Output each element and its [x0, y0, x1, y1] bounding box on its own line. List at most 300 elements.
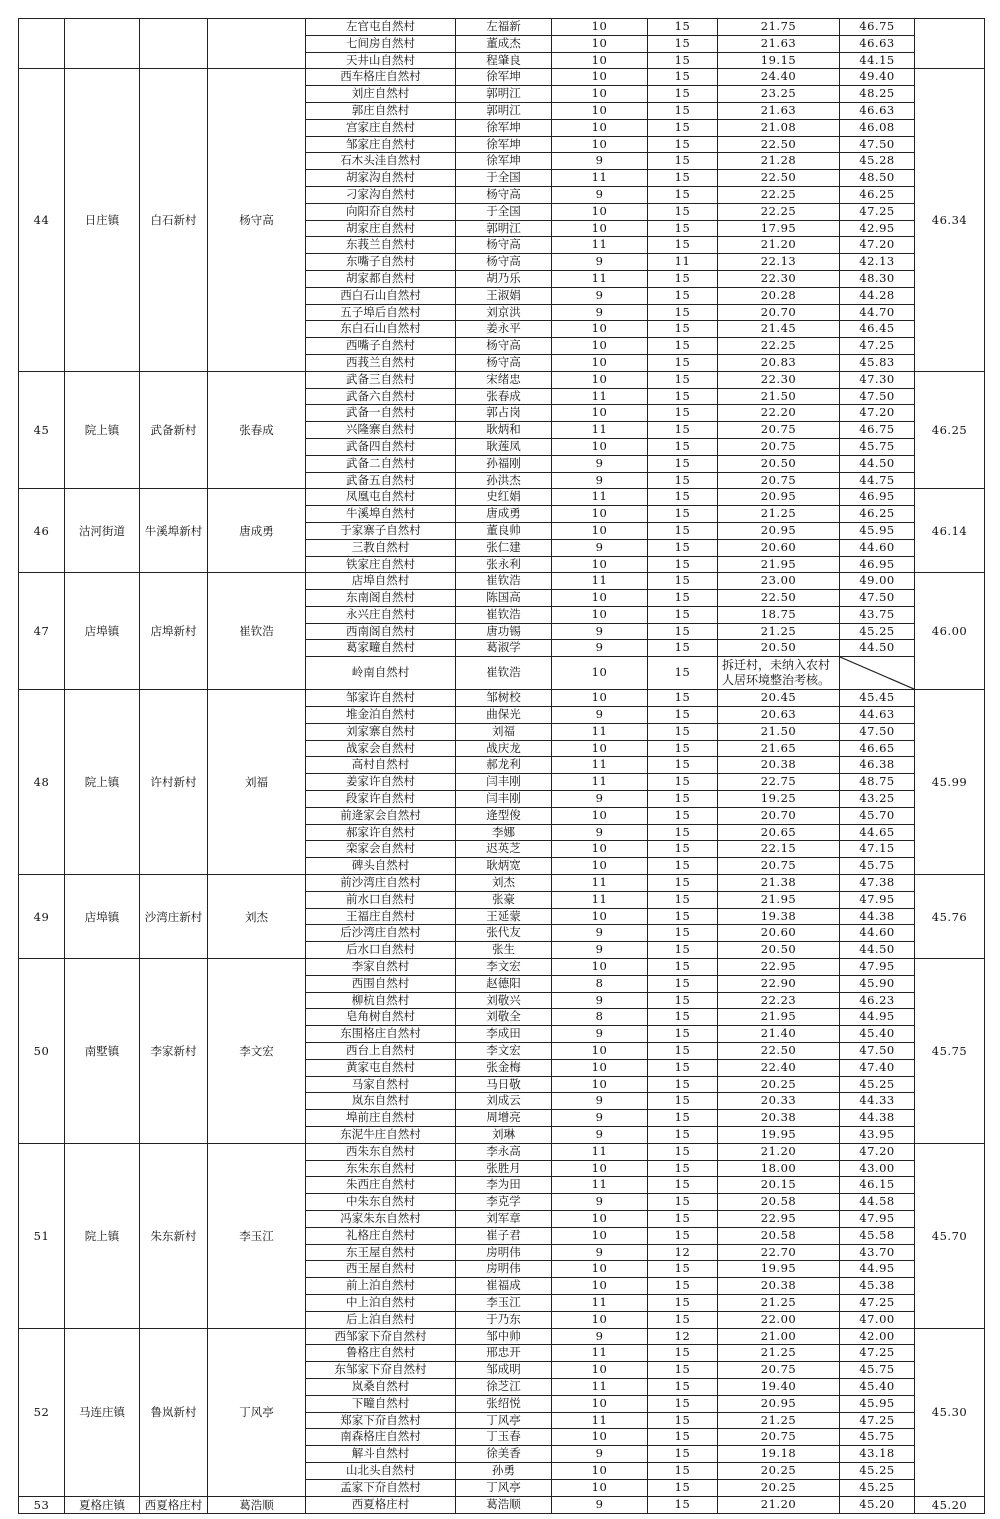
responsible-person-cell: 陈国高: [456, 590, 552, 607]
score-a-cell: 11: [552, 388, 648, 405]
score-c-cell: 20.25: [718, 1479, 840, 1496]
responsible-person-cell: 李文宏: [456, 959, 552, 976]
score-b-cell: 15: [648, 354, 718, 371]
score-a-cell: 10: [552, 740, 648, 757]
natural-village-cell: 东围格庄自然村: [306, 1026, 456, 1043]
score-a-cell: 9: [552, 254, 648, 271]
score-b-cell: 15: [648, 1479, 718, 1496]
average-score-cell: 46.14: [915, 489, 985, 573]
score-a-cell: 10: [552, 119, 648, 136]
score-a-cell: 9: [552, 925, 648, 942]
score-b-cell: 15: [648, 1412, 718, 1429]
score-c-cell: 20.38: [718, 1278, 840, 1295]
score-a-cell: 9: [552, 1244, 648, 1261]
score-c-cell: 22.40: [718, 1059, 840, 1076]
score-c-cell: 19.25: [718, 791, 840, 808]
score-d-cell: 48.30: [840, 270, 915, 287]
score-a-cell: 10: [552, 1362, 648, 1379]
score-b-cell: 15: [648, 1127, 718, 1144]
responsible-person-cell: 张胜月: [456, 1160, 552, 1177]
natural-village-cell: 西嘴子自然村: [306, 338, 456, 355]
row-number-cell: 50: [19, 959, 65, 1144]
score-sheet-page: [18, 18, 984, 1514]
town-cell: 夏格庄镇: [65, 1496, 140, 1513]
responsible-person-cell: 杨守高: [456, 237, 552, 254]
score-c-cell: 20.75: [718, 472, 840, 489]
natural-village-cell: 姜家许自然村: [306, 774, 456, 791]
score-c-cell: 19.18: [718, 1446, 840, 1463]
score-a-cell: 11: [552, 270, 648, 287]
natural-village-cell: 柳杭自然村: [306, 992, 456, 1009]
score-b-cell: 15: [648, 472, 718, 489]
secretary-cell: 葛浩顺: [208, 1496, 306, 1513]
score-d-cell: 45.25: [840, 623, 915, 640]
score-d-cell: 44.60: [840, 539, 915, 556]
natural-village-cell: 郑家下夼自然村: [306, 1412, 456, 1429]
town-cell: 南墅镇: [65, 959, 140, 1144]
responsible-person-cell: 张绍悦: [456, 1395, 552, 1412]
score-b-cell: 15: [648, 891, 718, 908]
score-a-cell: 9: [552, 1093, 648, 1110]
score-d-cell: 46.95: [840, 556, 915, 573]
responsible-person-cell: 郭明江: [456, 102, 552, 119]
score-d-cell: 46.15: [840, 1177, 915, 1194]
score-b-cell: 15: [648, 270, 718, 287]
score-d-cell: 44.15: [840, 52, 915, 69]
admin-village-cell: 牛溪埠新村: [140, 489, 208, 573]
score-c-cell: 20.45: [718, 690, 840, 707]
responsible-person-cell: 于全国: [456, 170, 552, 187]
natural-village-cell: 岚桑自然村: [306, 1378, 456, 1395]
score-a-cell: 8: [552, 975, 648, 992]
score-d-cell: 45.38: [840, 1278, 915, 1295]
secretary-cell: 杨守高: [208, 69, 306, 371]
score-c-cell: 21.25: [718, 1294, 840, 1311]
score-c-cell: 21.63: [718, 102, 840, 119]
score-d-cell: 42.95: [840, 220, 915, 237]
responsible-person-cell: 郝龙利: [456, 757, 552, 774]
score-a-cell: 9: [552, 539, 648, 556]
score-a-cell: 9: [552, 623, 648, 640]
score-a-cell: 11: [552, 757, 648, 774]
score-d-cell: 45.95: [840, 522, 915, 539]
score-c-cell: 21.28: [718, 153, 840, 170]
secretary-cell: 刘福: [208, 690, 306, 875]
town-cell: 店埠镇: [65, 573, 140, 690]
town-cell: 马连庄镇: [65, 1328, 140, 1496]
note-cell: 拆迁村，未纳入农村人居环境整治考核。: [718, 657, 840, 690]
score-d-cell: 47.95: [840, 959, 915, 976]
score-b-cell: 15: [648, 405, 718, 422]
score-b-cell: 12: [648, 1244, 718, 1261]
score-a-cell: 10: [552, 807, 648, 824]
natural-village-cell: 东白石山自然村: [306, 321, 456, 338]
score-d-cell: 47.95: [840, 891, 915, 908]
natural-village-cell: 七间房自然村: [306, 35, 456, 52]
responsible-person-cell: 李文宏: [456, 1043, 552, 1060]
score-d-cell: 49.00: [840, 573, 915, 590]
natural-village-cell: 后沙湾庄自然村: [306, 925, 456, 942]
natural-village-cell: 栾家会自然村: [306, 841, 456, 858]
score-c-cell: 20.95: [718, 522, 840, 539]
score-c-cell: 20.28: [718, 287, 840, 304]
score-a-cell: 10: [552, 19, 648, 36]
score-c-cell: 23.00: [718, 573, 840, 590]
score-c-cell: 20.75: [718, 422, 840, 439]
town-cell: 店埠镇: [65, 875, 140, 959]
score-a-cell: 10: [552, 556, 648, 573]
responsible-person-cell: 闫丰刚: [456, 774, 552, 791]
score-c-cell: 20.95: [718, 489, 840, 506]
score-b-cell: 15: [648, 1278, 718, 1295]
score-d-cell: 47.25: [840, 1345, 915, 1362]
score-d-cell: 44.95: [840, 1009, 915, 1026]
score-d-cell: 44.65: [840, 824, 915, 841]
responsible-person-cell: 胡乃乐: [456, 270, 552, 287]
score-a-cell: 10: [552, 220, 648, 237]
admin-village-cell: 西夏格庄村: [140, 1496, 208, 1513]
responsible-person-cell: 孙勇: [456, 1462, 552, 1479]
town-cell: 沽河街道: [65, 489, 140, 573]
score-b-cell: 15: [648, 1345, 718, 1362]
score-b-cell: 15: [648, 925, 718, 942]
responsible-person-cell: 周增亮: [456, 1110, 552, 1127]
score-b-cell: 15: [648, 992, 718, 1009]
average-score-cell: 45.99: [915, 690, 985, 875]
score-a-cell: 10: [552, 1059, 648, 1076]
natural-village-cell: 西王屋自然村: [306, 1261, 456, 1278]
admin-village-cell: [140, 19, 208, 69]
responsible-person-cell: 刘京洪: [456, 304, 552, 321]
score-d-cell: 47.25: [840, 1294, 915, 1311]
responsible-person-cell: 张永利: [456, 556, 552, 573]
secretary-cell: [208, 19, 306, 69]
natural-village-cell: 下疃自然村: [306, 1395, 456, 1412]
score-b-cell: 15: [648, 388, 718, 405]
score-b-cell: 15: [648, 623, 718, 640]
table-row: [19, 371, 985, 388]
score-a-cell: 9: [552, 707, 648, 724]
score-a-cell: 10: [552, 606, 648, 623]
score-a-cell: 10: [552, 1210, 648, 1227]
admin-village-cell: 白石新村: [140, 69, 208, 371]
score-a-cell: 11: [552, 573, 648, 590]
score-b-cell: 15: [648, 1194, 718, 1211]
responsible-person-cell: 左福新: [456, 19, 552, 36]
score-d-cell: 44.50: [840, 640, 915, 657]
average-score-cell: 45.76: [915, 875, 985, 959]
score-d-cell: 47.30: [840, 371, 915, 388]
responsible-person-cell: 耿炳宽: [456, 858, 552, 875]
score-b-cell: 15: [648, 321, 718, 338]
score-c-cell: 21.00: [718, 1328, 840, 1345]
natural-village-cell: 冯家朱东自然村: [306, 1210, 456, 1227]
score-a-cell: 9: [552, 1194, 648, 1211]
natural-village-cell: 宫家庄自然村: [306, 119, 456, 136]
natural-village-cell: 东朱东自然村: [306, 1160, 456, 1177]
admin-village-cell: 武备新村: [140, 371, 208, 489]
responsible-person-cell: 邹树校: [456, 690, 552, 707]
average-score-cell: 46.00: [915, 573, 985, 690]
score-a-cell: 10: [552, 35, 648, 52]
responsible-person-cell: 郭占岗: [456, 405, 552, 422]
natural-village-cell: 东泥牛庄自然村: [306, 1127, 456, 1144]
natural-village-cell: 解斗自然村: [306, 1446, 456, 1463]
secretary-cell: 唐成勇: [208, 489, 306, 573]
responsible-person-cell: 张仁建: [456, 539, 552, 556]
score-d-cell: 48.75: [840, 774, 915, 791]
natural-village-cell: 凤凰屯自然村: [306, 489, 456, 506]
natural-village-cell: 于家寨子自然村: [306, 522, 456, 539]
score-b-cell: 15: [648, 1395, 718, 1412]
score-d-cell: 47.50: [840, 590, 915, 607]
score-d-cell: 47.50: [840, 723, 915, 740]
natural-village-cell: 店埠自然村: [306, 573, 456, 590]
natural-village-cell: 前上泊自然村: [306, 1278, 456, 1295]
score-c-cell: 22.25: [718, 203, 840, 220]
secretary-cell: 崔钦浩: [208, 573, 306, 690]
town-cell: 院上镇: [65, 371, 140, 489]
score-d-cell: 45.83: [840, 354, 915, 371]
score-c-cell: 18.00: [718, 1160, 840, 1177]
score-a-cell: 10: [552, 438, 648, 455]
score-c-cell: 21.40: [718, 1026, 840, 1043]
score-c-cell: 22.30: [718, 270, 840, 287]
score-a-cell: 10: [552, 959, 648, 976]
table-row: [19, 573, 985, 590]
score-a-cell: 9: [552, 791, 648, 808]
score-d-cell: 46.25: [840, 186, 915, 203]
natural-village-cell: 刁家沟自然村: [306, 186, 456, 203]
responsible-person-cell: 姜永平: [456, 321, 552, 338]
score-c-cell: 19.15: [718, 52, 840, 69]
score-d-cell: 45.40: [840, 1026, 915, 1043]
score-d-cell: 43.75: [840, 606, 915, 623]
score-d-cell: 45.25: [840, 1479, 915, 1496]
score-d-cell: 45.25: [840, 1076, 915, 1093]
admin-village-cell: 朱东新村: [140, 1143, 208, 1328]
score-b-cell: 15: [648, 136, 718, 153]
score-c-cell: 20.75: [718, 1362, 840, 1379]
responsible-person-cell: 葛淑学: [456, 640, 552, 657]
score-a-cell: 11: [552, 723, 648, 740]
responsible-person-cell: 张金梅: [456, 1059, 552, 1076]
score-a-cell: 9: [552, 153, 648, 170]
responsible-person-cell: 郭明江: [456, 220, 552, 237]
responsible-person-cell: 房明伟: [456, 1244, 552, 1261]
natural-village-cell: 武备五自然村: [306, 472, 456, 489]
responsible-person-cell: 李玉江: [456, 1294, 552, 1311]
natural-village-cell: 胡家沟自然村: [306, 170, 456, 187]
natural-village-cell: 胡家庄自然村: [306, 220, 456, 237]
score-b-cell: 15: [648, 539, 718, 556]
natural-village-cell: 前逄家会自然村: [306, 807, 456, 824]
score-b-cell: 15: [648, 203, 718, 220]
score-c-cell: 20.58: [718, 1227, 840, 1244]
score-d-cell: 43.18: [840, 1446, 915, 1463]
responsible-person-cell: 杨守高: [456, 254, 552, 271]
score-a-cell: 10: [552, 1076, 648, 1093]
natural-village-cell: 西围自然村: [306, 975, 456, 992]
secretary-cell: 刘杰: [208, 875, 306, 959]
score-d-cell: 46.63: [840, 102, 915, 119]
score-a-cell: 9: [552, 640, 648, 657]
score-d-cell: 49.40: [840, 69, 915, 86]
score-d-cell: 45.75: [840, 858, 915, 875]
score-a-cell: 11: [552, 237, 648, 254]
score-b-cell: 15: [648, 1110, 718, 1127]
responsible-person-cell: 刘成云: [456, 1093, 552, 1110]
score-c-cell: 19.95: [718, 1261, 840, 1278]
score-b-cell: 15: [648, 455, 718, 472]
score-a-cell: 9: [552, 1127, 648, 1144]
score-c-cell: 21.20: [718, 1143, 840, 1160]
table-row: [19, 1143, 985, 1160]
score-c-cell: 20.15: [718, 1177, 840, 1194]
responsible-person-cell: 曲保光: [456, 707, 552, 724]
score-c-cell: 22.95: [718, 1210, 840, 1227]
score-d-cell: 44.95: [840, 1261, 915, 1278]
average-score-cell: 46.25: [915, 371, 985, 489]
score-b-cell: 15: [648, 1496, 718, 1513]
score-c-cell: 20.75: [718, 438, 840, 455]
natural-village-cell: 战家会自然村: [306, 740, 456, 757]
score-d-cell: 45.75: [840, 438, 915, 455]
score-d-cell: 45.58: [840, 1227, 915, 1244]
score-a-cell: 11: [552, 1345, 648, 1362]
score-d-cell: 48.25: [840, 86, 915, 103]
score-c-cell: 19.95: [718, 1127, 840, 1144]
score-a-cell: 9: [552, 992, 648, 1009]
score-a-cell: 10: [552, 1479, 648, 1496]
natural-village-cell: 西莪兰自然村: [306, 354, 456, 371]
score-c-cell: 20.70: [718, 304, 840, 321]
natural-village-cell: 中朱东自然村: [306, 1194, 456, 1211]
score-d-cell: 47.40: [840, 1059, 915, 1076]
natural-village-cell: 王福庄自然村: [306, 908, 456, 925]
score-a-cell: 11: [552, 489, 648, 506]
score-a-cell: 10: [552, 86, 648, 103]
score-d-cell: 45.90: [840, 975, 915, 992]
table-row: [19, 1328, 985, 1345]
natural-village-cell: 胡家都自然村: [306, 270, 456, 287]
score-a-cell: 10: [552, 1160, 648, 1177]
score-c-cell: 21.25: [718, 1412, 840, 1429]
score-a-cell: 10: [552, 52, 648, 69]
score-a-cell: 9: [552, 472, 648, 489]
responsible-person-cell: 崔钦浩: [456, 573, 552, 590]
diagonal-line-icon: [840, 657, 914, 689]
score-b-cell: 15: [648, 1362, 718, 1379]
responsible-person-cell: 史红娟: [456, 489, 552, 506]
score-b-cell: 15: [648, 959, 718, 976]
natural-village-cell: 马家自然村: [306, 1076, 456, 1093]
score-a-cell: 9: [552, 1328, 648, 1345]
score-b-cell: 15: [648, 1026, 718, 1043]
average-score-cell: 45.30: [915, 1328, 985, 1496]
responsible-person-cell: 李成田: [456, 1026, 552, 1043]
town-cell: 院上镇: [65, 1143, 140, 1328]
score-d-cell: 47.50: [840, 136, 915, 153]
score-c-cell: 20.60: [718, 539, 840, 556]
town-cell: 院上镇: [65, 690, 140, 875]
score-b-cell: 15: [648, 153, 718, 170]
score-d-cell: 45.75: [840, 1429, 915, 1446]
responsible-person-cell: 徐军坤: [456, 69, 552, 86]
natural-village-cell: 兴隆寨自然村: [306, 422, 456, 439]
natural-village-cell: 武备一自然村: [306, 405, 456, 422]
natural-village-cell: 后水口自然村: [306, 942, 456, 959]
score-c-cell: 22.13: [718, 254, 840, 271]
score-c-cell: 22.50: [718, 1043, 840, 1060]
score-d-cell: 44.63: [840, 707, 915, 724]
score-b-cell: 15: [648, 119, 718, 136]
natural-village-cell: 段家许自然村: [306, 791, 456, 808]
score-b-cell: 15: [648, 1378, 718, 1395]
score-d-cell: 47.25: [840, 1412, 915, 1429]
responsible-person-cell: 葛浩顺: [456, 1496, 552, 1513]
score-a-cell: 10: [552, 841, 648, 858]
score-b-cell: 15: [648, 1311, 718, 1328]
responsible-person-cell: 杨守高: [456, 338, 552, 355]
responsible-person-cell: 孙洪杰: [456, 472, 552, 489]
natural-village-cell: 永兴庄自然村: [306, 606, 456, 623]
score-d-cell: 44.70: [840, 304, 915, 321]
responsible-person-cell: 丁风亭: [456, 1479, 552, 1496]
score-d-cell: 46.65: [840, 740, 915, 757]
responsible-person-cell: 刘军章: [456, 1210, 552, 1227]
score-a-cell: 9: [552, 186, 648, 203]
responsible-person-cell: 徐芝江: [456, 1378, 552, 1395]
score-a-cell: 11: [552, 774, 648, 791]
score-c-cell: 22.25: [718, 186, 840, 203]
natural-village-cell: 朱西庄自然村: [306, 1177, 456, 1194]
score-c-cell: 17.95: [718, 220, 840, 237]
score-a-cell: 11: [552, 1294, 648, 1311]
natural-village-cell: 岚东自然村: [306, 1093, 456, 1110]
score-c-cell: 21.65: [718, 740, 840, 757]
score-c-cell: 19.38: [718, 908, 840, 925]
score-a-cell: 10: [552, 1462, 648, 1479]
score-a-cell: 9: [552, 1496, 648, 1513]
score-b-cell: 15: [648, 52, 718, 69]
score-a-cell: 11: [552, 1378, 648, 1395]
score-c-cell: 21.20: [718, 1496, 840, 1513]
score-b-cell: 15: [648, 875, 718, 892]
average-score-cell: 45.20: [915, 1496, 985, 1513]
table-body: [19, 19, 985, 1514]
score-a-cell: 11: [552, 1143, 648, 1160]
score-b-cell: 15: [648, 1009, 718, 1026]
score-b-cell: 11: [648, 254, 718, 271]
score-d-cell: 47.50: [840, 1043, 915, 1060]
score-a-cell: 9: [552, 304, 648, 321]
score-a-cell: 9: [552, 942, 648, 959]
admin-village-cell: 沙湾庄新村: [140, 875, 208, 959]
secretary-cell: 丁风亭: [208, 1328, 306, 1496]
score-a-cell: 10: [552, 69, 648, 86]
responsible-person-cell: 逄型俊: [456, 807, 552, 824]
average-score-cell: 45.70: [915, 1143, 985, 1328]
score-b-cell: 12: [648, 1328, 718, 1345]
score-a-cell: 11: [552, 1412, 648, 1429]
score-c-cell: 22.50: [718, 136, 840, 153]
responsible-person-cell: 刘杰: [456, 875, 552, 892]
natural-village-cell: 牛溪埠自然村: [306, 506, 456, 523]
score-d-cell: 47.00: [840, 1311, 915, 1328]
score-c-cell: 21.63: [718, 35, 840, 52]
score-c-cell: 20.33: [718, 1093, 840, 1110]
